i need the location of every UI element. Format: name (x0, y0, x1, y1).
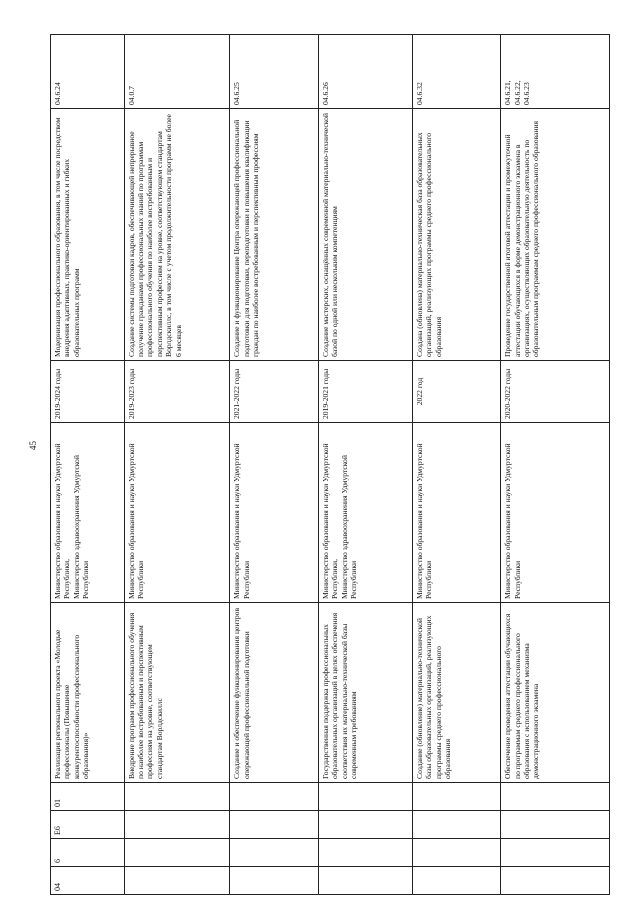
expected-result: Создание мастерских, оснащённых современной материально-технической базой по одной или нескольким компетенциям (318, 109, 412, 361)
table-row (501, 35, 610, 895)
event-name: Создание (обновление) материально-технической базы образовательных организаций, реализующих программы среднего профессионального образования (412, 603, 500, 783)
period: 2021-2022 годы (230, 361, 318, 423)
expected-result: Создание и функционирование Центра опережающей профессиональной подготовки для подготовки, переподготовки и повышения квалификации граждан по наиболее востребованным и перспективным профессиям (230, 109, 318, 361)
expected-result: Создана (обновлена) материально-техническая база образовательных организаций, реализующих программы среднего профессионального образования (412, 109, 500, 361)
code-project: Е6 (51, 811, 125, 839)
indicator-link: 04.6.24 (51, 35, 125, 109)
rotated-table-container (50, 35, 610, 895)
executor: Министерство образования и науки Удмуртской Республики (501, 423, 610, 603)
event-name: Реализация регионального проекта «Молодые профессионалы (Повышение конкурентоспособности профессионального образования)» (51, 603, 125, 783)
event-name: Внедрение программ профессионального обучения по наиболее востребованным и перспективным профессиям на уровне, соответствующем стандартам Ворлдскиллс (124, 603, 230, 783)
indicator-link: 04.6.25 (230, 35, 318, 109)
indicator-link: 04.6.26 (318, 35, 412, 109)
period: 2020-2022 годы (501, 361, 610, 423)
period: 2022 год (412, 361, 500, 423)
code-event: 01 (51, 783, 125, 811)
period: 2019-2023 годы (124, 361, 230, 423)
table-row (51, 35, 125, 895)
table-row (230, 35, 318, 895)
event-name: Государственная поддержка профессиональных образовательных организаций в целях обеспечения соответствия их материально-технической базы современным требованиям (318, 603, 412, 783)
event-name: Обеспечение проведения аттестации обучающихся по программам среднего профессионального образования с использованием механизма демонстрационного экзамена (501, 603, 610, 783)
expected-result: Проведение государственной итоговой аттестации и промежуточной аттестации обучающихся в форме демонстрационного экзамена в организациях, осуществляющих образовательную деятельность по образовательным программам среднего профессионального образования (501, 109, 610, 361)
code-subprogram: 6 (51, 839, 125, 867)
indicator-link: 04.6.21, 04.6.22, 04.6.23 (501, 35, 610, 109)
indicator-link: 04.6.32 (412, 35, 500, 109)
executor: Министерство образования и науки Удмуртской Республики (412, 423, 500, 603)
page-number: 45 (28, 441, 38, 450)
program-table (50, 34, 610, 895)
period: 2019-2024 годы (51, 361, 125, 423)
executor: Министерство образования и науки Удмуртской Республики, Министерство здравоохранения Удмуртской Республики (318, 423, 412, 603)
expected-result: Создание системы подготовки кадров, обеспечивающей непрерывное получение гражданами профессиональных знаний по программам профессионального обучения по наиболее востребованным и перспективным профессиям на уровне, соответствующем стандартам Ворлдскиллс, в том числе с учетом продолжительности программ не более 6 месяцев (124, 109, 230, 361)
table-row (318, 35, 412, 895)
event-name: Создание и обеспечение функционирования центров опережающей профессиональной подготовки (230, 603, 318, 783)
period: 2019-2021 годы (318, 361, 412, 423)
code-section: 04 (51, 867, 125, 895)
executor: Министерство образования и науки Удмуртской Республики (124, 423, 230, 603)
executor: Министерство образования и науки Удмуртской Республики, Министерство здравоохранения Удмуртской Республики (51, 423, 125, 603)
executor: Министерство образования и науки Удмуртской Республики (230, 423, 318, 603)
expected-result: Модернизация профессионального образования, в том числе посредством внедрения адаптивных, практико-ориентированных и гибких образовательных программ (51, 109, 125, 361)
indicator-link: 04.0.7 (124, 35, 230, 109)
table-row (412, 35, 500, 895)
table-row (124, 35, 230, 895)
